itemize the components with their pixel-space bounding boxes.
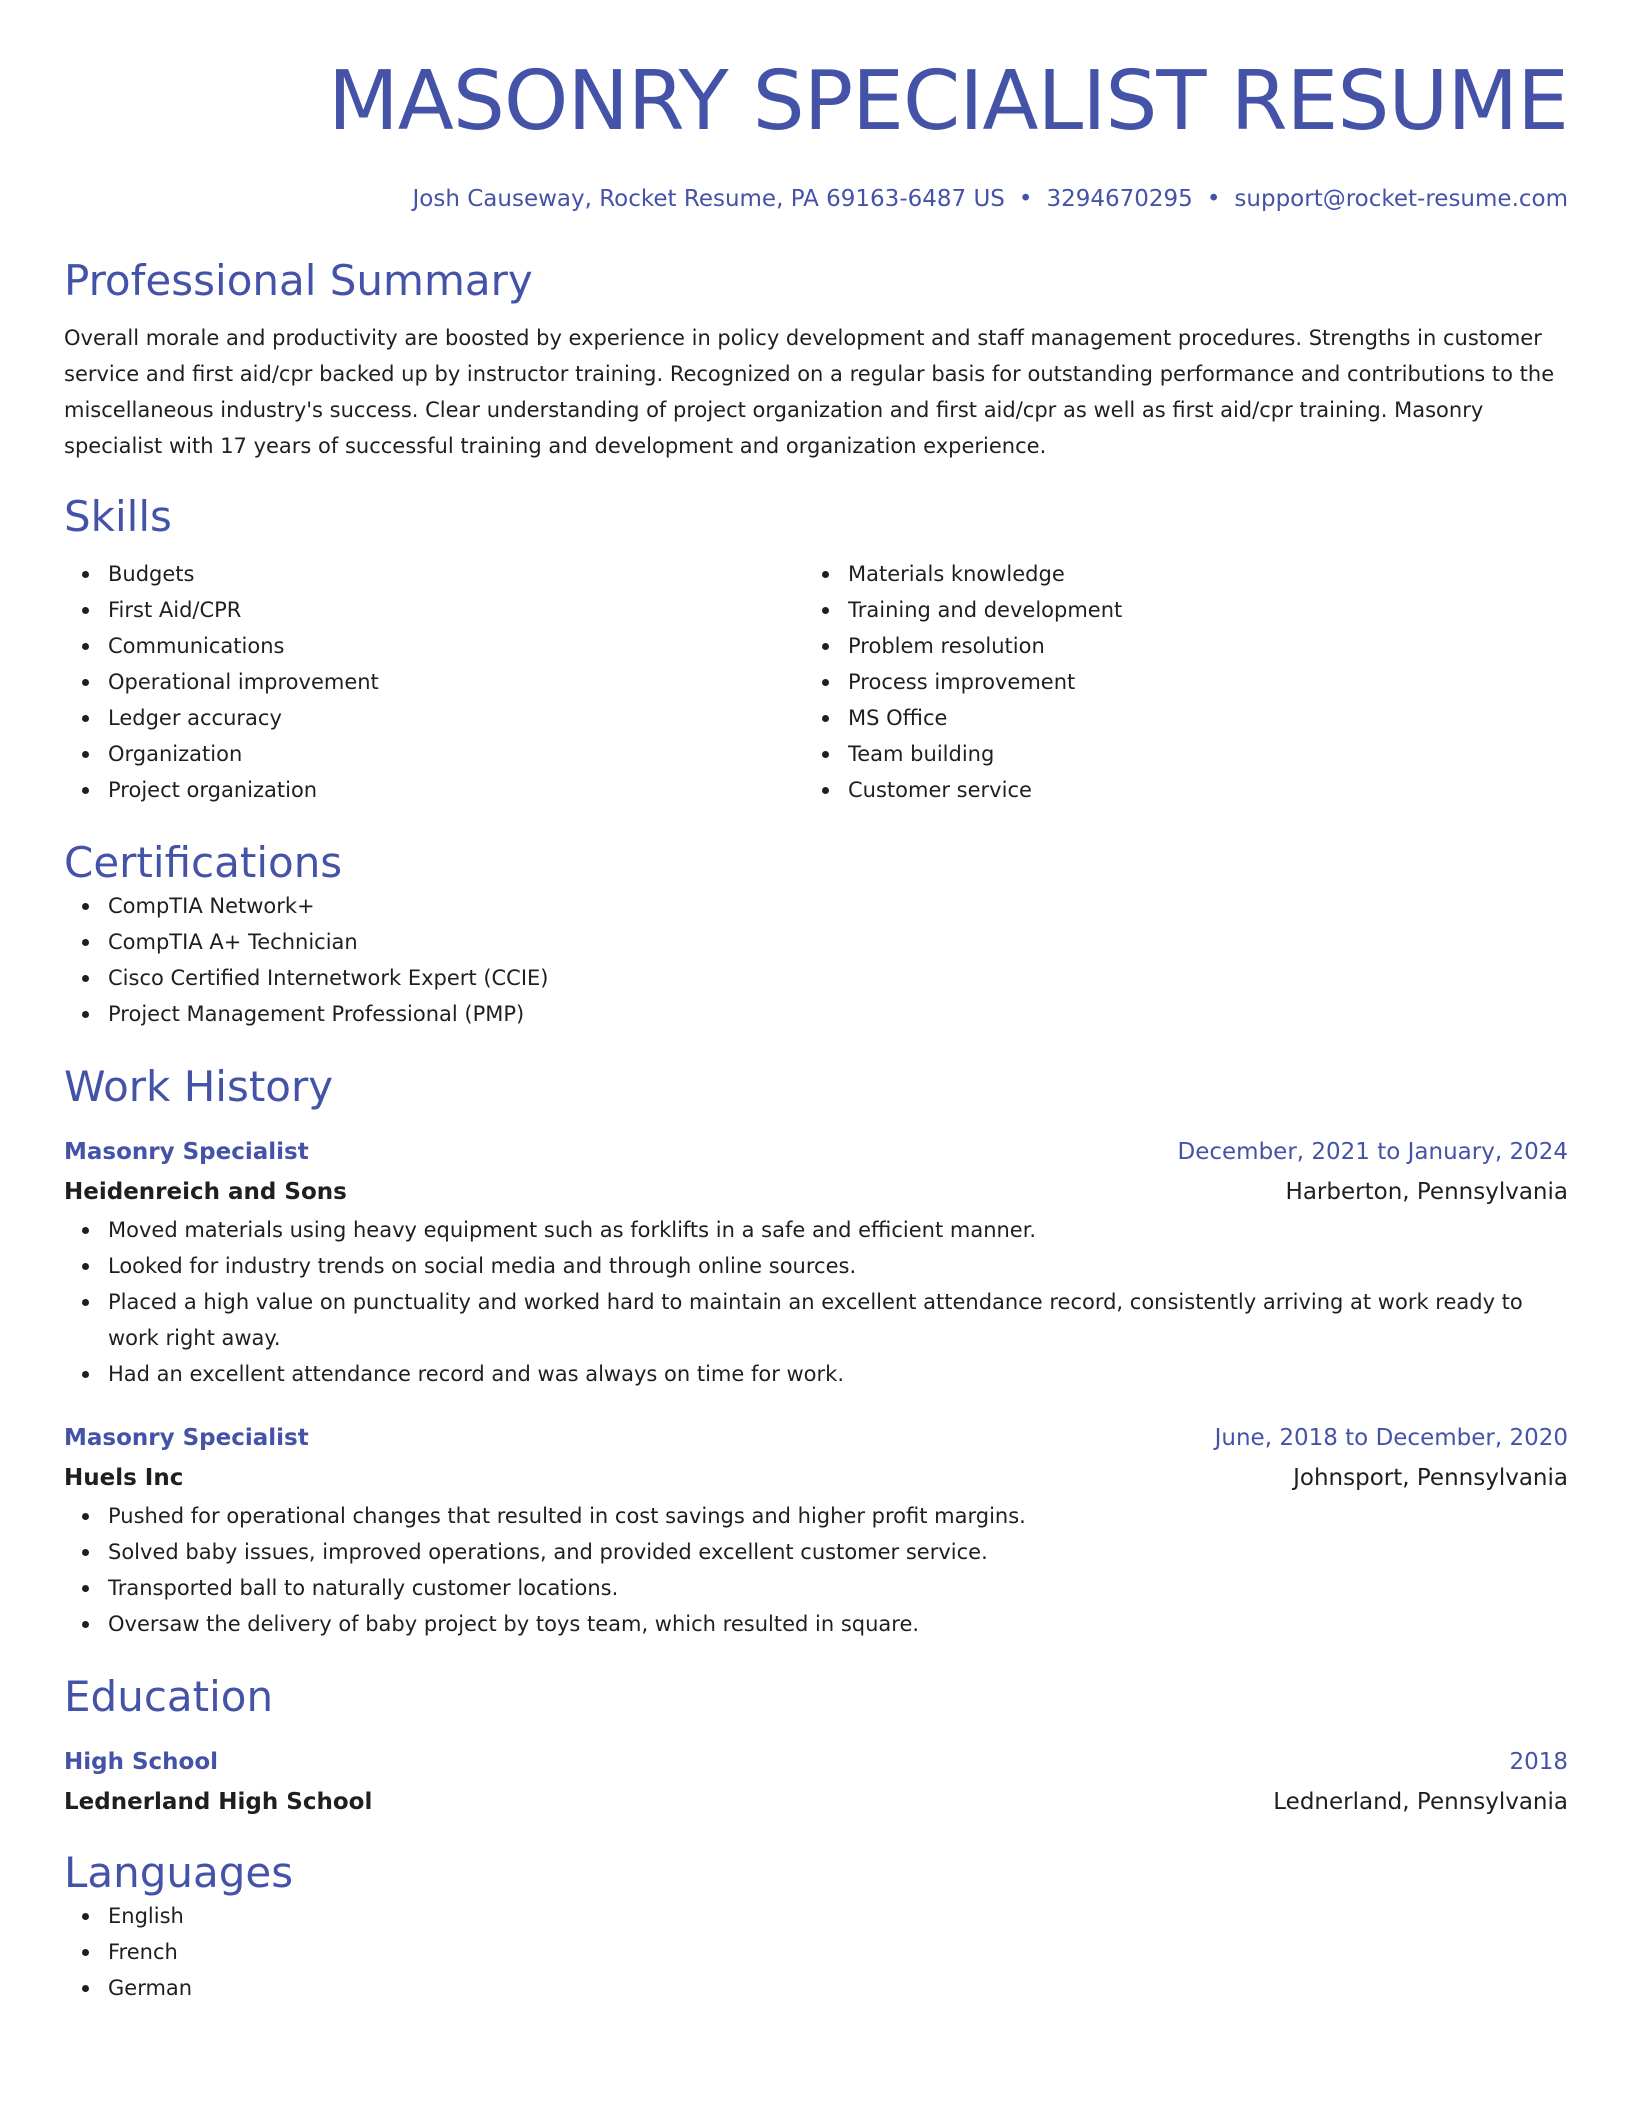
bullet-icon [82, 787, 89, 794]
work-history-heading: Work History [64, 1062, 334, 1111]
bullet-icon [82, 607, 89, 614]
contact-phone: 3294670295 [1046, 186, 1193, 212]
summary-heading: Professional Summary [64, 256, 533, 305]
job-header-row [64, 1418, 1568, 1458]
job-entry [64, 1418, 1568, 1642]
bullet-icon [822, 715, 829, 722]
job-location: Harberton, Pennsylvania [1285, 1179, 1568, 1205]
skill-item: Ledger accuracy [64, 700, 804, 736]
education-year: 2018 [1509, 1749, 1568, 1775]
language-item: French [64, 1934, 1568, 1970]
skills-grid [64, 556, 1568, 808]
contact-line [64, 184, 1568, 214]
certification-item: CompTIA A+ Technician [64, 924, 1568, 960]
education-school-row [64, 1782, 1568, 1822]
education-degree: High School [64, 1749, 219, 1775]
bullet-icon [82, 1549, 89, 1556]
bullet-icon [822, 643, 829, 650]
bullet-icon [82, 1299, 89, 1306]
skill-item: First Aid/CPR [64, 592, 804, 628]
skill-item: Process improvement [804, 664, 1544, 700]
job-company: Heidenreich and Sons [64, 1179, 347, 1205]
certifications-list [64, 888, 1568, 1032]
language-item: German [64, 1970, 1568, 2006]
bullet-icon [82, 643, 89, 650]
contact-separator: • [1206, 186, 1221, 212]
certifications-heading: Certifications [64, 838, 343, 887]
bullet-icon [82, 751, 89, 758]
contact-address: Josh Causeway, Rocket Resume, PA 69163-6487 US [412, 186, 1005, 212]
education-school: Lednerland High School [64, 1789, 373, 1815]
skills-heading: Skills [64, 492, 172, 541]
skill-item: Organization [64, 736, 804, 772]
bullet-icon [82, 1985, 89, 1992]
skill-item: Materials knowledge [804, 556, 1544, 592]
skill-item: Training and development [804, 592, 1544, 628]
job-entry [64, 1132, 1568, 1392]
education-entry [64, 1742, 1568, 1822]
job-header-row [64, 1132, 1568, 1172]
skills-list-left [64, 556, 804, 808]
job-role: Masonry Specialist [64, 1425, 309, 1451]
bullet-icon [822, 787, 829, 794]
bullet-icon [82, 975, 89, 982]
job-bullet: Oversaw the delivery of baby project by toys team, which resulted in square. [64, 1606, 1568, 1642]
bullet-icon [82, 939, 89, 946]
job-bullet: Moved materials using heavy equipment such as forklifts in a safe and efficient manner. [64, 1212, 1568, 1248]
contact-email: support@rocket-resume.com [1234, 186, 1568, 212]
bullet-icon [822, 751, 829, 758]
education-heading: Education [64, 1672, 274, 1721]
job-dates: June, 2018 to December, 2020 [1214, 1425, 1568, 1451]
job-bullets [64, 1498, 1568, 1642]
bullet-icon [82, 1227, 89, 1234]
bullet-icon [82, 1011, 89, 1018]
certification-item: Cisco Certified Internetwork Expert (CCIE) [64, 960, 1568, 996]
contact-separator: • [1018, 186, 1033, 212]
bullet-icon [822, 607, 829, 614]
job-location: Johnsport, Pennsylvania [1293, 1465, 1568, 1491]
skill-item: Problem resolution [804, 628, 1544, 664]
job-company-row [64, 1172, 1568, 1212]
language-item: English [64, 1898, 1568, 1934]
job-company-row [64, 1458, 1568, 1498]
bullet-icon [82, 1621, 89, 1628]
job-bullet: Transported ball to naturally customer locations. [64, 1570, 1568, 1606]
bullet-icon [82, 571, 89, 578]
skill-item: Communications [64, 628, 804, 664]
job-role: Masonry Specialist [64, 1139, 309, 1165]
job-company: Huels Inc [64, 1465, 184, 1491]
job-bullet: Solved baby issues, improved operations, and provided excellent customer service. [64, 1534, 1568, 1570]
education-location: Lednerland, Pennsylvania [1273, 1789, 1568, 1815]
skill-item: MS Office [804, 700, 1544, 736]
bullet-icon [82, 1913, 89, 1920]
bullet-icon [82, 1949, 89, 1956]
job-bullet: Looked for industry trends on social media and through online sources. [64, 1248, 1568, 1284]
bullet-icon [822, 571, 829, 578]
bullet-icon [82, 1371, 89, 1378]
skills-list-right [804, 556, 1544, 808]
education-header-row [64, 1742, 1568, 1782]
certification-item: CompTIA Network+ [64, 888, 1568, 924]
job-bullet: Placed a high value on punctuality and worked hard to maintain an excellent attendance record, consistently arriving at work ready to work right away. [64, 1284, 1568, 1356]
skill-item: Operational improvement [64, 664, 804, 700]
resume-title: MASONRY SPECIALIST RESUME [328, 54, 1568, 149]
skill-item: Project organization [64, 772, 804, 808]
job-bullet: Had an excellent attendance record and was always on time for work. [64, 1356, 1568, 1392]
summary-text: Overall morale and productivity are boosted by experience in policy development and staff management procedures. Strengths in customer service and first aid/cpr backed up by instructor training. Recognized on a regular basis for outstanding performance and contributions to the miscellaneous industry's success. Clear understanding of project organization and first aid/cpr as well as first aid/cpr training. Masonry specialist with 17 years of successful training and development and organization experience. [64, 326, 1555, 458]
skill-item: Team building [804, 736, 1544, 772]
bullet-icon [82, 679, 89, 686]
resume-header [64, 0, 1568, 214]
bullet-icon [82, 1585, 89, 1592]
bullet-icon [82, 903, 89, 910]
languages-heading: Languages [64, 1848, 294, 1897]
job-bullets [64, 1212, 1568, 1392]
bullet-icon [822, 679, 829, 686]
skill-item: Budgets [64, 556, 804, 592]
job-bullet: Pushed for operational changes that resulted in cost savings and higher profit margins. [64, 1498, 1568, 1534]
bullet-icon [82, 715, 89, 722]
skill-item: Customer service [804, 772, 1544, 808]
job-dates: December, 2021 to January, 2024 [1177, 1139, 1568, 1165]
languages-list [64, 1898, 1568, 2006]
bullet-icon [82, 1263, 89, 1270]
bullet-icon [82, 1513, 89, 1520]
certification-item: Project Management Professional (PMP) [64, 996, 1568, 1032]
